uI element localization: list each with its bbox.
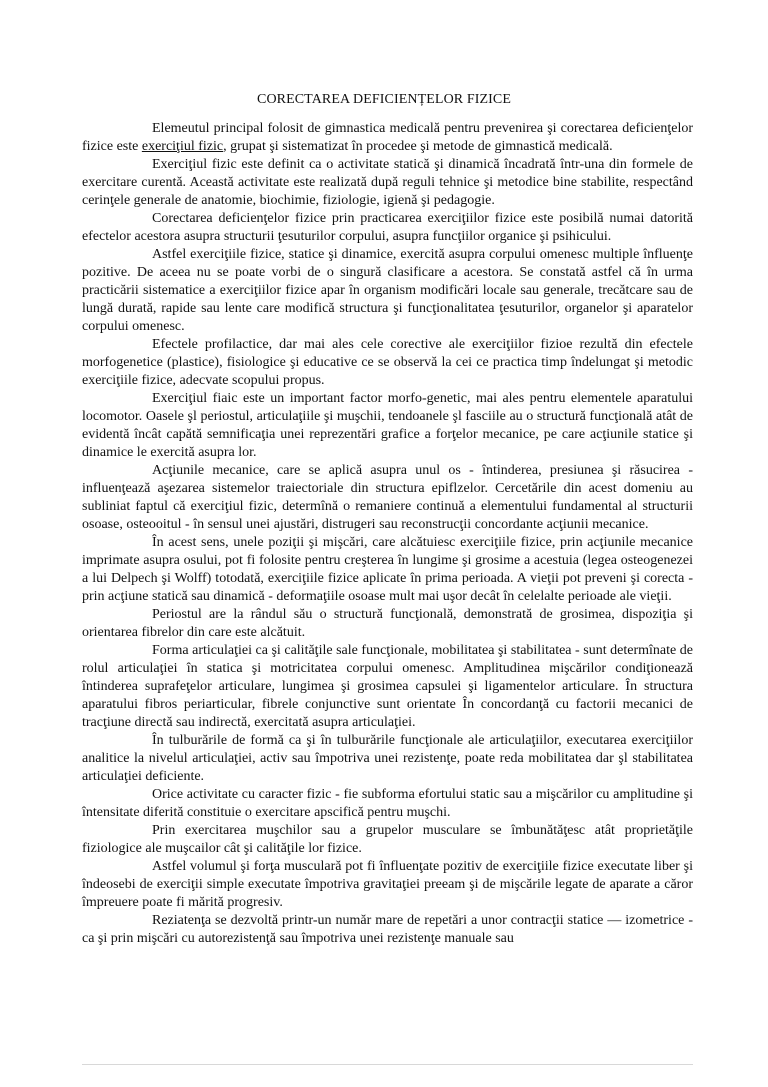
- paragraph-8: În acest sens, unele poziţii şi mişcări, care alcătuiesc exerciţiile fizice, prin acţiunile mecanice imprimate asupra osului, pot fi folosite pentru creşterea în lungime şi grosime a acestuia (legea osteogenezei a lui Delpech şi Wolff) totodată, exerciţiile fizice aplicate în prima perioada. A vieţii pot preveni şi corecta - prin acţiune statică sau dinamică - deformaţiile osoase mult mai uşor decât în celelalte perioade ale vieţii.: [82, 535, 693, 604]
- paragraph-12: Orice activitate cu caracter fizic - fie subforma efortului static sau a mişcărilor cu amplitudine şi întensitate diferită constituie o exercitare apscifică pentru muşchi.: [82, 787, 693, 820]
- paragraph-11: În tulburările de formă ca şi în tulburările funcţionale ale articulaţiilor, executarea exerciţiilor analitice la nivelul articulaţiei, activ sau împotriva unei rezistenţe, poate reda mobilitatea dar şl stabilitatea articulaţiei deficiente.: [82, 733, 693, 784]
- paragraph-10: Forma articulaţiei ca şi calităţile sale funcţionale, mobilitatea şi stabilitatea - sunt determînate de rolul articulaţiei în statica şi motricitatea corpului omenesc. Amplitudinea mişcărilor condiţionează întinderea suprafeţelor articulare, lungimea şi grosimea capsulei şi ligamentelor articulare. În structura aparatului fibros periarticular, fibrele conjunctive sunt orientate În concordanţă cu factorii mecanici de tracţiune directă sau indirectă, exercitată asupra articulaţiei.: [82, 643, 693, 730]
- paragraph-7: Acţiunile mecanice, care se aplică asupra unul os - întinderea, presiunea şi răsucirea - influenţează aşezarea sistemelor traiectoriale din structura epiflzelor. Cercetările din acest domeniu au subliniat faptul că exerciţiul fizic, determînă o remaniere continuă a elementului fundamental al structurii osoase, osteooitul - în sensul unei ajustări, distrugeri sau reconstrucţii concordante acţiunii mecanice.: [82, 463, 693, 532]
- paragraph-2: Exerciţiul fizic este definit ca o activitate statică şi dinamică încadrată într-una din formele de exercitare curentă. Această activitate este realizată după reguli tehnice şi metodice bine stabilite, respectând cerinţele generale de anatomie, biochimie, fiziologie, igienă şi pedagogie.: [82, 157, 693, 208]
- paragraph-4: Astfel exerciţiile fizice, statice şi dinamice, exercită asupra corpului omenesc multiple înfluenţe pozitive. De aceea nu se poate vorbi de o singură clasificare a acestora. Se constată astfel că în urma practicării sistematice a exerciţiilor fizice apar în organism modificări locale sau generale, trecătcare sau de lungă durată, rapide sau lente care modifică structura şi funcţionalitatea ţesuturilor, organelor şi aparatelor corpului omenesc.: [82, 247, 693, 334]
- paragraph-3: Corectarea deficienţelor fizice prin practicarea exerciţiilor fizice este posibilă numai datorită efectelor acestora asupra structurii ţesuturilor corpului, asupra funcţiilor organice şi psihicului.: [82, 211, 693, 244]
- paragraph-1-start: Elemeutul principal folosit de gimnastica medicală pentru prevenirea şi corectarea deficienţelor fizice este: [82, 121, 693, 154]
- paragraph-15: Reziatenţa se dezvoltă printr-un număr mare de repetări a unor contracţii statice — izometrice - ca şi prin mişcări cu autorezistenţă sau împotriva unei rezistenţe manuale sau: [82, 913, 693, 946]
- document-body: [82, 120, 693, 948]
- paragraph-1: [82, 120, 693, 156]
- document-title: CORECTAREA DEFICIENȚELOR FIZICE: [257, 92, 511, 107]
- paragraph-6: Exerciţiul fiaic este un important factor morfo-genetic, mai ales pentru elementele aparatului locomotor. Oasele şl periostul, articulaţiile şi muşchii, tendoanele şl fasciile au o structură funcţională atât de evidentă încât capătă semnificaţia unei reprezentări grafice a forţelor mecanice, pe care acţiunile statice şi dinamice le exercită asupra lor.: [82, 391, 693, 460]
- paragraph-13: Prin exercitarea muşchilor sau a grupelor musculare se îmbunătăţesc atât proprietăţile fiziologice ale muşcailor cât şi calităţile lor fizice.: [82, 823, 693, 856]
- paragraph-1-end: , grupat şi sistematizat în procedee şi metode de gimnastică medicală.: [223, 139, 613, 154]
- paragraph-9: Periostul are la rândul său o structură funcţională, demonstrată de grosimea, dispoziţia şi orientarea fibrelor din care este alcătuit.: [82, 607, 693, 640]
- paragraph-5: Efectele profilactice, dar mai ales cele corective ale exerciţiilor fizioe rezultă din efectele morfogenetice (plastice), fisiologice şi educative ce se observă la cei ce practica timp îndelungat şi metodic exerciţiile fizice, adecvate scopului propus.: [82, 337, 693, 388]
- page-bottom-divider: [82, 1064, 693, 1065]
- paragraph-14: Astfel volumul şi forţa musculară pot fi înfluenţate pozitiv de exerciţiile fizice executate liber şi îndeosebi de exerciţii simple executate împotriva gravitaţiei preeam şi de mişcările legate de aparate a căror împreuere poate fi mărită progresiv.: [82, 859, 693, 910]
- underlined-term: exerciţiul fizic: [141, 139, 224, 154]
